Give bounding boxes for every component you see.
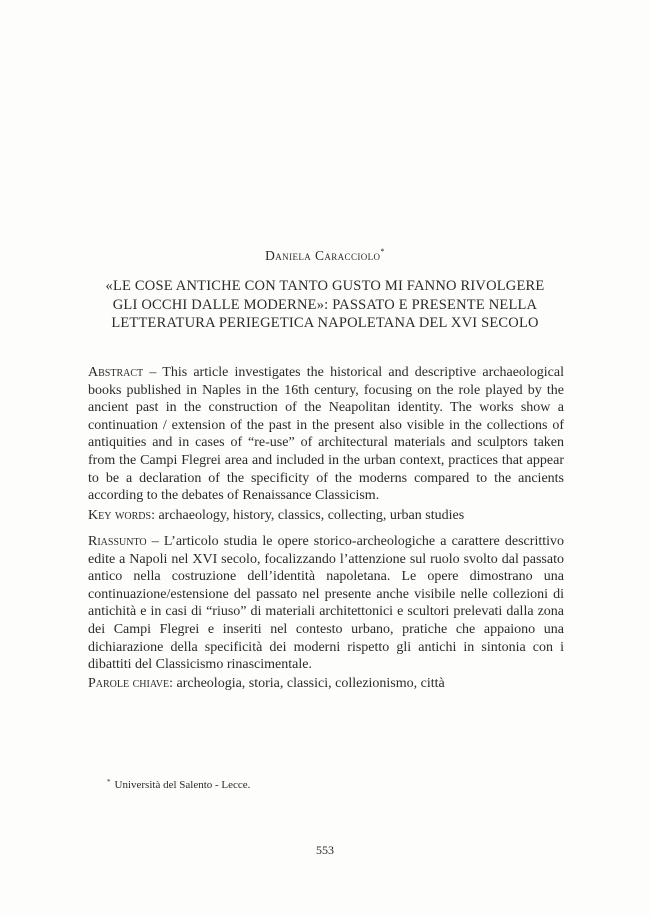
abstract-separator: – xyxy=(143,365,163,380)
page-number: 553 xyxy=(316,843,334,857)
parole-chiave-paragraph xyxy=(88,675,564,693)
riassunto-text: L’articolo studia le opere storico-archeologiche a carattere descrittivo edite a Napoli nel XVI secolo, focalizzando l’attenzione sul ruolo svolto dal passato antico nella costruzione dell’identità napoletana. Le opere dimostrano una continuazione/estensione del passato nel presente anche visibile nelle collezioni di antichità e in casi di “riuso” di materiali architettonici e scultori prelevati dalla zona dei Campi Flegrei e inseriti nel contesto urbano, pratiche che appaiono una dichiarazione della specificità dei moderni rispetto gli antichi in sintonia con i dibattiti del Classicismo rinascimentale. xyxy=(88,534,564,673)
author-footnote-marker: * xyxy=(380,247,385,256)
keywords-separator: : xyxy=(151,508,159,523)
keywords-text: archaeology, history, classics, collecting, urban studies xyxy=(158,508,465,523)
riassunto-separator: – xyxy=(146,534,164,549)
parole-chiave-label: Parole chiave xyxy=(88,676,170,691)
footnote xyxy=(107,778,250,791)
title-line: GLI OCCHI DALLE MODERNE»: PASSATO E PRESENTE NELLA xyxy=(112,296,538,313)
riassunto-label: Riassunto xyxy=(88,534,147,549)
title-line: «LE COSE ANTICHE CON TANTO GUSTO MI FANNO RIVOLGERE xyxy=(105,278,545,294)
parole-chiave-text: archeologia, storia, classici, collezionismo, città xyxy=(176,676,445,691)
abstract-paragraph xyxy=(88,364,564,505)
abstract-label: Abstract xyxy=(88,365,144,380)
abstract-text: This article investigates the historical and descriptive archaeological books published in Naples in the 16th century, focusing on the role played by the ancient past in the construction of the Neapolitan identity. The works show a continuation / extension of the past in the present also visible in the collections of antiquities and in cases of “re-use” of architectural materials and sculptors taken from the Campi Flegrei area and included in the urban context, practices that appear to be a declaration of the specificity of the moderns compared to the ancients according to the debates of Renaissance Classicism. xyxy=(88,365,564,504)
keywords-paragraph xyxy=(88,507,564,525)
riassunto-paragraph xyxy=(88,533,564,674)
parole-chiave-separator: : xyxy=(169,676,177,691)
article-title xyxy=(90,277,560,333)
title-line: LETTERATURA PERIEGETICA NAPOLETANA DEL XVI SECOLO xyxy=(111,315,539,331)
author-name: Daniela Caracciolo xyxy=(265,248,381,263)
author-line xyxy=(0,247,650,264)
keywords-label: Key words xyxy=(88,508,152,523)
footnote-marker: * xyxy=(107,778,111,786)
footnote-text: Università del Salento - Lecce. xyxy=(114,779,251,791)
